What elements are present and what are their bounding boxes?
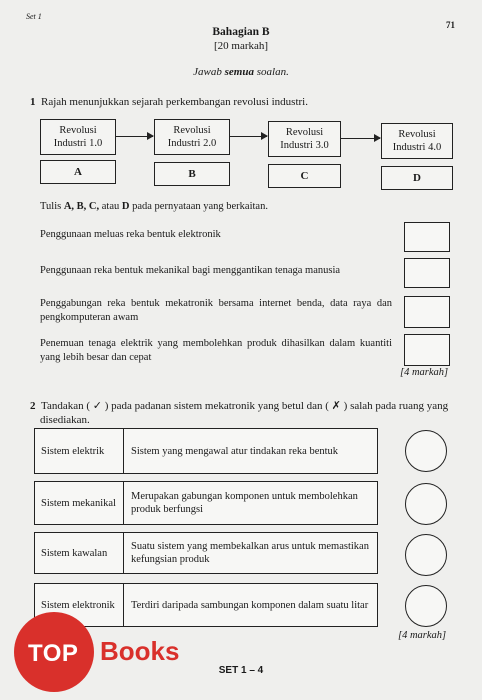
q2-definition-4: Terdiri daripada sambungan komponen dalam suatu litar [131, 599, 369, 611]
q2-term-1: Sistem elektrik [35, 429, 124, 473]
label-a: A [40, 160, 116, 184]
q1-answer-box-2[interactable] [404, 258, 450, 288]
stage-4-box: Revolusi Industri 4.0 [381, 123, 453, 159]
page-number: 71 [446, 20, 455, 30]
label-c: C [268, 164, 341, 188]
q1-instruction: Tulis A, B, C, atau D pada pernyataan yang berkaitan. [40, 201, 268, 212]
q1-answer-box-1[interactable] [404, 222, 450, 252]
topbooks-logo [14, 612, 186, 692]
arrow-2 [229, 136, 267, 137]
section-title: Bahagian B [212, 26, 270, 38]
q2-answer-circle-2[interactable] [405, 483, 447, 525]
q2-term-2: Sistem mekanikal [35, 482, 124, 524]
q2-answer-circle-1[interactable] [405, 430, 447, 472]
q1-statement-1: Penggunaan meluas reka bentuk elektronik [40, 229, 221, 240]
section-instruction: Jawab semua soalan. [193, 66, 289, 78]
q2-row-1 [34, 428, 378, 474]
label-d: D [381, 166, 453, 190]
q1-answer-box-4[interactable] [404, 334, 450, 366]
q2-answer-circle-4[interactable] [405, 585, 447, 627]
q1-number: 1 [30, 96, 36, 108]
arrow-1 [115, 136, 153, 137]
section-marks: [20 markah] [213, 40, 269, 52]
q2-term-4: Sistem elektronik [35, 584, 124, 626]
stage-2-box: Revolusi Industri 2.0 [154, 119, 230, 155]
q2-row-3 [34, 532, 378, 574]
q2-number: 2 [30, 400, 36, 412]
page-footer: SET 1 – 4 [218, 665, 264, 676]
q2-row-2 [34, 481, 378, 525]
q2-answer-circle-3[interactable] [405, 534, 447, 576]
q2-prompt: 2 Tandakan ( ✓ ) pada padanan sistem mekatronik yang betul dan ( ✗ ) salah pada ruang yang disediakan. [30, 400, 449, 426]
set-label: Set 1 [26, 12, 42, 21]
q1-statement-4: Penemuan tenaga elektrik yang membolehkan produk dihasilkan dalam kuantiti yang lebih besar dan cepat [40, 338, 392, 363]
q1-statement-3: Penggabungan reka bentuk mekatronik bersama internet benda, data raya dan pengkomputeran awam [40, 298, 392, 323]
q2-definition-3: Suatu sistem yang membekalkan arus untuk memastikan kefungsian produk [131, 541, 369, 565]
q2-definition-1: Sistem yang mengawal atur tindakan reka bentuk [131, 445, 339, 457]
arrow-3 [340, 138, 380, 139]
logo-books-text: Books [100, 636, 180, 666]
q2-term-3: Sistem kawalan [35, 533, 124, 573]
q1-answer-box-3[interactable] [404, 296, 450, 328]
q2-definition-2: Merupakan gabungan komponen untuk membolehkan produk berfungsi [131, 491, 358, 515]
q1-marks: [4 markah] [400, 367, 449, 378]
q2-marks: [4 markah] [398, 630, 447, 641]
label-b: B [154, 162, 230, 186]
stage-3-box: Revolusi Industri 3.0 [268, 121, 341, 157]
q1-prompt: 1 Rajah menunjukkan sejarah perkembangan revolusi industri. [30, 96, 308, 108]
stage-1-box: Revolusi Industri 1.0 [40, 119, 116, 155]
q1-statement-2: Penggunaan reka bentuk mekanikal bagi menggantikan tenaga manusia [40, 265, 341, 276]
logo-top-text: TOP [28, 640, 79, 667]
